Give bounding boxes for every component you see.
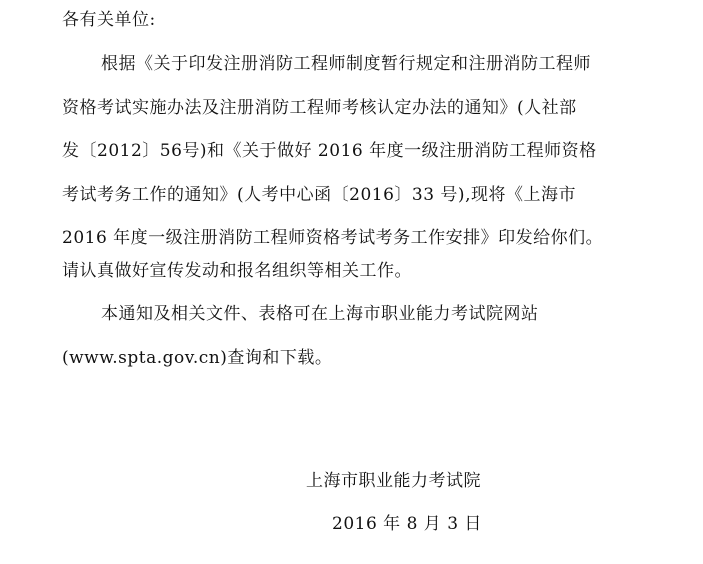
paragraph-1-line-2: 资格考试实施办法及注册消防工程师考核认定办法的通知》(人社部	[62, 98, 577, 118]
issue-date: 2016 年 8 月 3 日	[332, 514, 482, 534]
paragraph-2-line-2: (www.spta.gov.cn)查询和下载。	[62, 348, 333, 368]
paragraph-2-line-1: 本通知及相关文件、表格可在上海市职业能力考试院网站	[101, 304, 539, 324]
paragraph-1-line-1: 根据《关于印发注册消防工程师制度暂行规定和注册消防工程师	[101, 54, 591, 74]
paragraph-1-line-3: 发〔2012〕56号)和《关于做好 2016 年度一级注册消防工程师资格	[62, 141, 597, 161]
issuing-organization: 上海市职业能力考试院	[306, 471, 481, 491]
salutation: 各有关单位:	[62, 10, 156, 30]
paragraph-1-line-5: 2016 年度一级注册消防工程师资格考试考务工作安排》印发给你们。	[62, 228, 604, 248]
paragraph-1-line-6: 请认真做好宣传发动和报名组织等相关工作。	[62, 261, 412, 281]
paragraph-1-line-4: 考试考务工作的通知》(人考中心函〔2016〕33 号),现将《上海市	[62, 185, 576, 205]
